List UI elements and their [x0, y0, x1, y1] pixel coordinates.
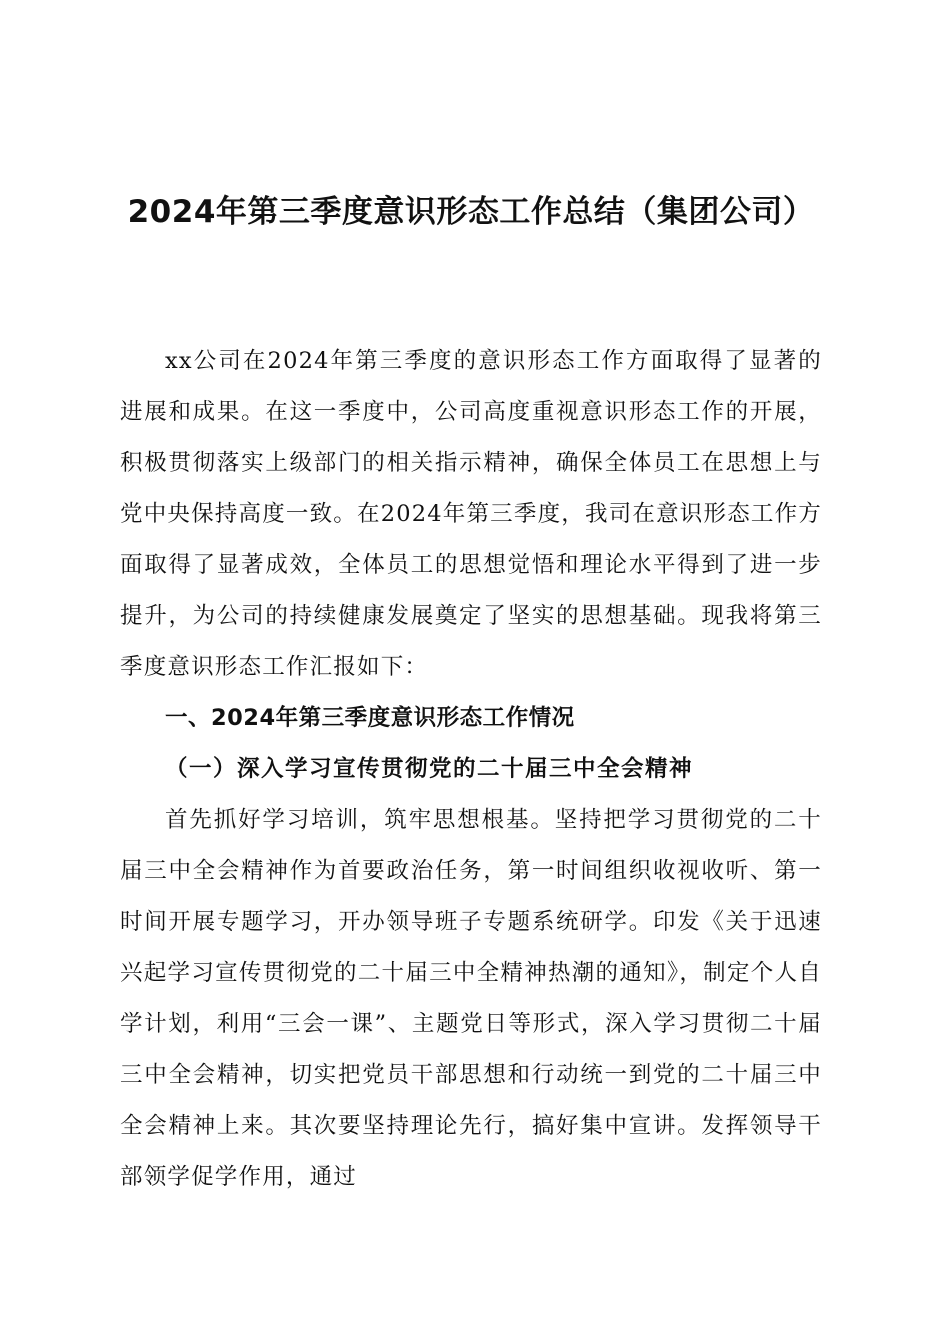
subsection-paragraph: 首先抓好学习培训，筑牢思想根基。坚持把学习贯彻党的二十届三中全会精神作为首要政治任务，第一时间组织收视收听、第一时间开展专题学习，开办领导班子专题系统研学。印发《关于迅速兴起学习宣传贯彻党的二十届三中全精神热潮的通知》，制定个人自学计划，利用“三会一课”、主题党日等形式，深入学习贯彻二十届三中全会精神，切实把党员干部思想和行动统一到党的二十届三中全会精神上来。其次要坚持理论先行，搞好集中宣讲。发挥领导干部领学促学作用，通过 [120, 807, 822, 1190]
document-body [120, 336, 822, 1203]
document-title: 2024年第三季度意识形态工作总结（集团公司） [127, 194, 815, 230]
subsection-heading: （一）深入学习宣传贯彻党的二十届三中全会精神 [165, 756, 694, 782]
section-heading: 一、2024年第三季度意识形态工作情况 [165, 705, 575, 731]
intro-paragraph: xx公司在2024年第三季度的意识形态工作方面取得了显著的进展和成果。在这一季度中，公司高度重视意识形态工作的开展，积极贯彻落实上级部门的相关指示精神，确保全体员工在思想上与党中央保持高度一致。在2024年第三季度，我司在意识形态工作方面取得了显著成效，全体员工的思想觉悟和理论水平得到了进一步提升，为公司的持续健康发展奠定了坚实的思想基础。现我将第三季度意识形态工作汇报如下： [120, 348, 822, 680]
